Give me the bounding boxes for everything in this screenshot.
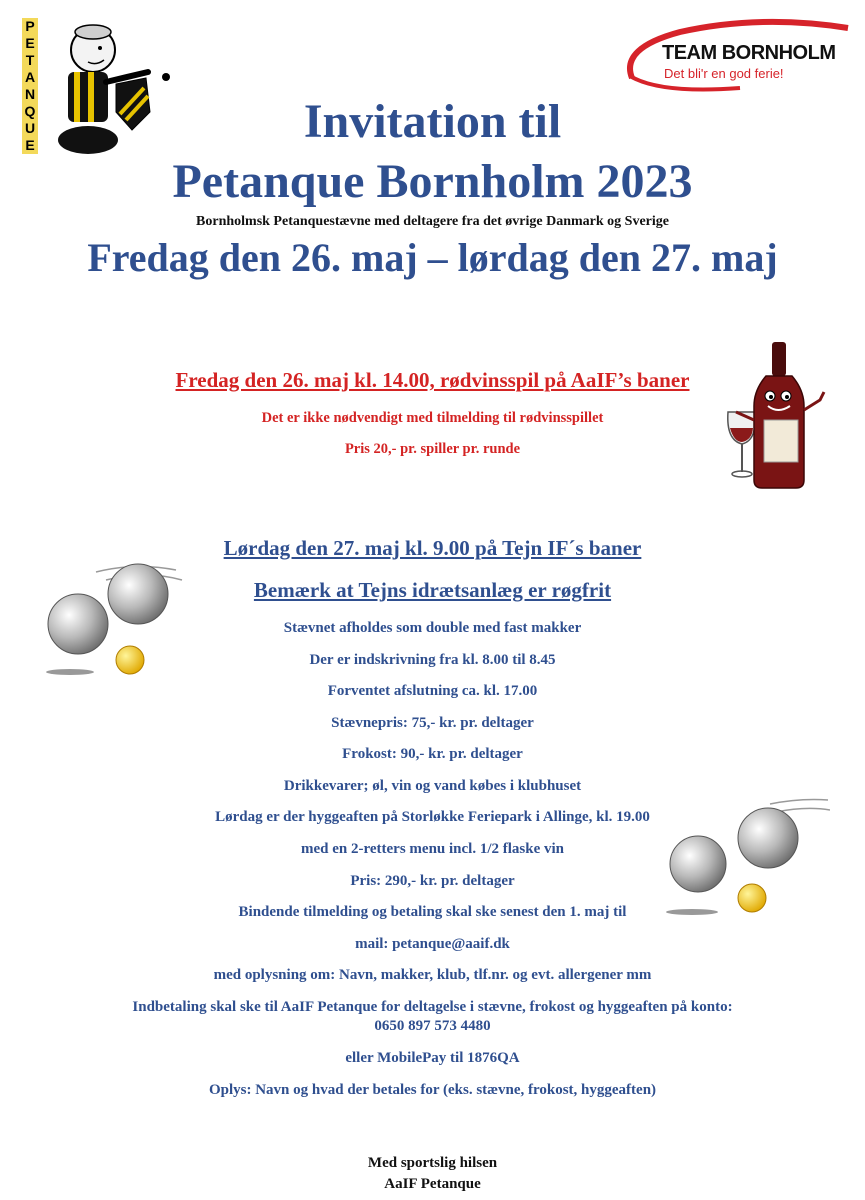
title-line-2: Petanque Bornholm 2023	[172, 155, 693, 208]
signature-club: AaIF Petanque	[384, 1176, 481, 1192]
wine-illustration	[706, 340, 836, 490]
team-bornholm-logo	[620, 18, 852, 96]
saturday-line: Bindende tilmelding og betaling skal ske senest den 1. maj til	[238, 904, 627, 920]
friday-line-1: Det er ikke nødvendigt med tilmelding til rødvinsspillet	[261, 410, 604, 426]
saturday-line: Forventet afslutning ca. kl. 17.00	[327, 683, 538, 699]
saturday-line: Oplys: Navn og hvad der betales for (eks. stævne, frokost, hyggeaften)	[208, 1082, 657, 1098]
contact-email: mail: petanque@aaif.dk	[355, 936, 510, 952]
saturday-heading: Lørdag den 27. maj kl. 9.00 på Tejn IF´s baner	[223, 536, 642, 560]
saturday-line: Pris: 290,- kr. pr. deltager	[350, 873, 515, 889]
saturday-line: med en 2-retters menu incl. 1/2 flaske vin	[300, 841, 565, 857]
saturday-line: Frokost: 90,- kr. pr. deltager	[342, 746, 523, 762]
saturday-line: Drikkevarer; øl, vin og vand købes i klubhuset	[283, 778, 582, 794]
saturday-line: Der er indskrivning fra kl. 8.00 til 8.45	[309, 652, 556, 668]
saturday-line: Indbetaling skal ske til AaIF Petanque for deltagelse i stævne, frokost og hyggeaften på konto:	[132, 999, 733, 1015]
mobilepay: eller MobilePay til 1876QA	[345, 1050, 520, 1066]
title-line-1: Invitation til	[303, 95, 562, 148]
team-bornholm-tagline: Det bli'r en god ferie!	[664, 66, 784, 81]
wine-bottle-icon	[706, 340, 836, 490]
saturday-notice: Bemærk at Tejns idrætsanlæg er røgfrit	[253, 578, 612, 602]
saturday-line: Stævnepris: 75,- kr. pr. deltager	[331, 715, 534, 731]
saturday-line: Lørdag er der hyggeaften på Storløkke Feriepark i Allinge, kl. 19.00	[215, 809, 650, 825]
bank-account: 0650 897 573 4480	[374, 1018, 491, 1034]
team-bornholm-brand: TEAM BORNHOLM	[662, 42, 836, 64]
friday-line-2: Pris 20,- pr. spiller pr. runde	[344, 441, 521, 457]
saturday-line: med oplysning om: Navn, makker, klub, tlf.nr. og evt. allergener mm	[213, 967, 652, 983]
signature-greeting: Med sportslig hilsen	[367, 1155, 498, 1171]
subtitle: Bornholmsk Petanquestævne med deltagere fra det øvrige Danmark og Sverige	[196, 214, 669, 229]
petanque-vertical-text: PETANQUE	[22, 18, 38, 154]
friday-heading: Fredag den 26. maj kl. 14.00, rødvinsspil på AaIF’s baner	[175, 368, 690, 392]
saturday-line: Stævnet afholdes som double med fast makker	[283, 620, 582, 636]
event-dates: Fredag den 26. maj – lørdag den 27. maj	[87, 235, 778, 280]
